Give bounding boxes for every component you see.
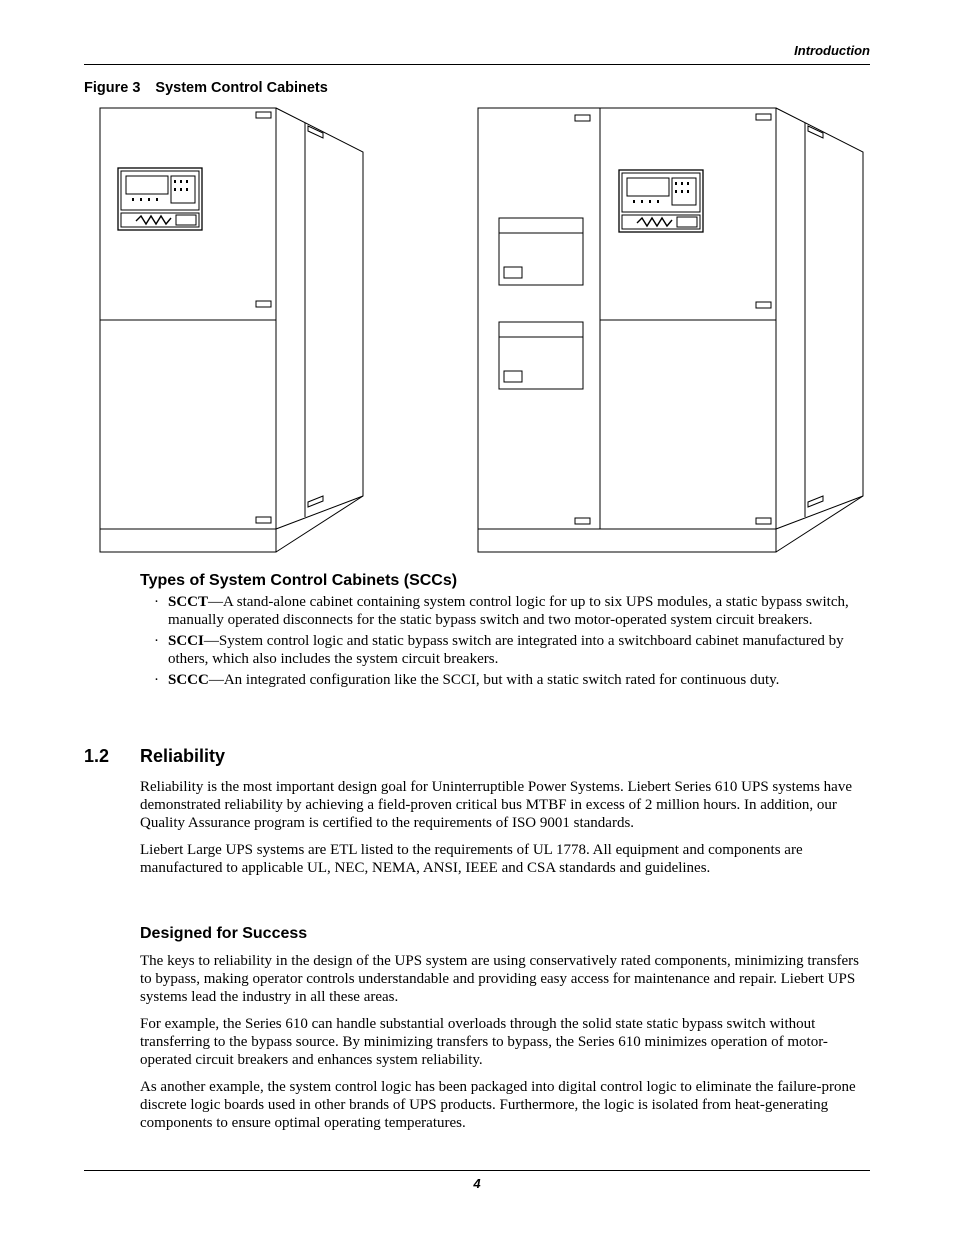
sccs-section	[140, 571, 870, 692]
figure-title: System Control Cabinets	[155, 80, 328, 96]
list-item-term: SCCC	[168, 672, 209, 688]
section-number: 1.2	[84, 746, 110, 766]
list-item: · SCCC—An integrated configuration like the SCCI, but with a static switch rated for continuous duty.	[154, 672, 780, 688]
paragraph: Reliability is the most important design goal for Uninterruptible Power Systems. Liebert Series 610 UPS systems have demonstrated reliability by achieving a field-proven critical bus MTBF in excess of 2 million hours. In addition, our Quality Assurance program is certified to the requirements of ISO 9001 standards.	[140, 779, 852, 831]
running-header-section: Introduction	[794, 43, 870, 58]
single-cabinet-drawing	[100, 108, 363, 552]
double-cabinet-drawing	[478, 108, 863, 552]
section-heading-reliability	[84, 746, 225, 767]
reliability-body	[140, 778, 870, 886]
list-item-term: SCCI	[168, 633, 204, 649]
paragraph: Liebert Large UPS systems are ETL listed to the requirements of UL 1778. All equipment and components are manufactured to applicable UL, NEC, NEMA, ANSI, IEEE and CSA standards and guidelines.	[140, 842, 803, 876]
footer-rule	[84, 1170, 870, 1171]
success-heading: Designed for Success	[140, 925, 308, 942]
paragraph: The keys to reliability in the design of the UPS system are using conservatively rated components, minimizing transfers to bypass, making operator controls understandable and providing easy access for maintenance and repair. Liebert UPS systems lead the industry in all these areas.	[140, 953, 860, 1005]
list-item-text: —System control logic and static bypass switch are integrated into a switchboard cabinet manufactured by others, which also includes the system circuit breakers.	[168, 633, 844, 667]
page-number: 4	[473, 1176, 481, 1191]
list-item-term: SCCT	[168, 594, 209, 610]
header-rule	[84, 64, 870, 65]
list-item-text: —An integrated configuration like the SCCI, but with a static switch rated for continuous duty.	[208, 672, 780, 688]
section-title: Reliability	[140, 746, 226, 766]
figure-caption	[84, 80, 328, 96]
cabinets-illustration	[96, 104, 868, 560]
figure-number: Figure 3	[84, 80, 141, 96]
sccs-list	[140, 593, 870, 689]
paragraph: For example, the Series 610 can handle substantial overloads through the solid state static bypass switch without transferring to the bypass source. By minimizing transfers to bypass, the Series 610 minimizes operation of motor-operated circuit breakers and enhances system reliability.	[140, 1016, 828, 1068]
list-item-text: —A stand-alone cabinet containing system control logic for up to six UPS modules, a static bypass switch, manually operated disconnects for the static bypass switch and two motor-operated system circuit breakers.	[168, 594, 849, 628]
paragraph: As another example, the system control logic has been packaged into digital control logic to eliminate the failure-prone discrete logic boards used in other brands of UPS products. Furthermore, the logic is isolated from heat-generating components to ensure optimal operating temperatures.	[140, 1079, 856, 1131]
sccs-heading: Types of System Control Cabinets (SCCs)	[140, 572, 458, 589]
list-item: · SCCI—System control logic and static bypass switch are integrated into a switchboard cabinet manufactured by others, which also includes the system circuit breakers.	[154, 633, 844, 667]
success-section	[140, 924, 870, 1141]
list-item: · SCCT—A stand-alone cabinet containing system control logic for up to six UPS modules, a static bypass switch, manually operated disconnects for the static bypass switch and two motor-operated system circuit breakers.	[154, 594, 849, 628]
